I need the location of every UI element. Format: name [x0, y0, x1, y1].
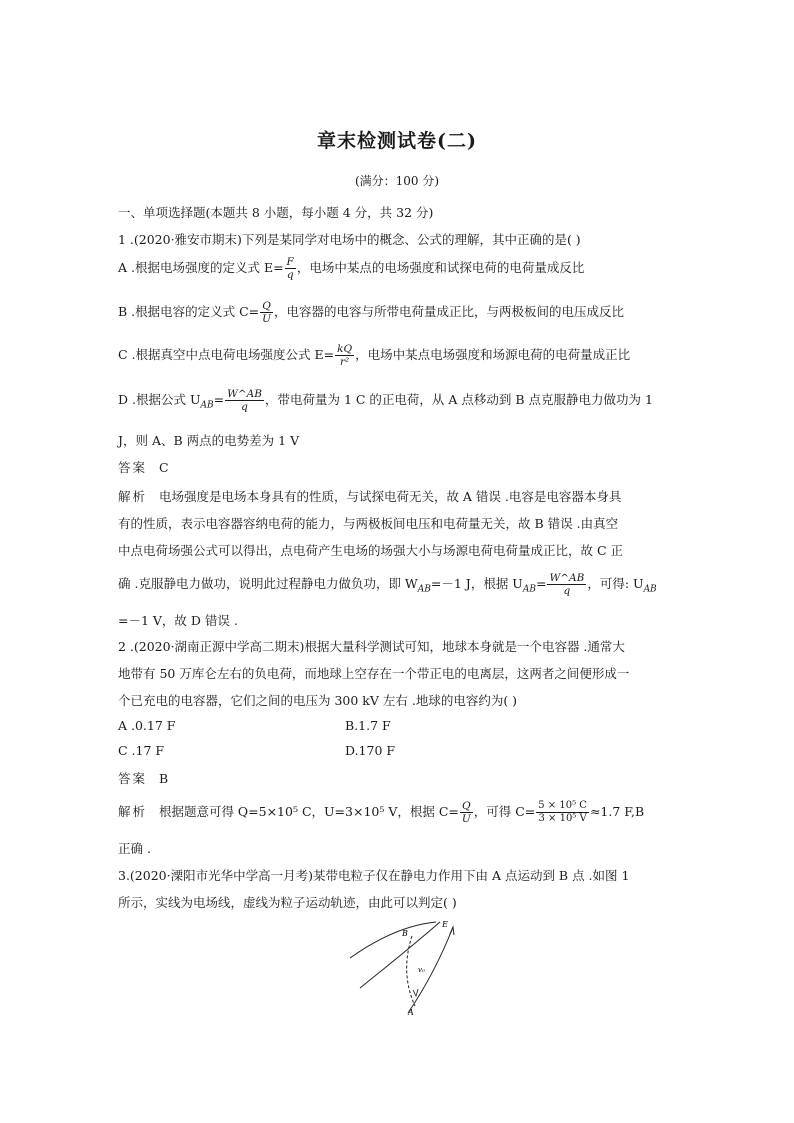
- q1-a-pre: A .根据电场强度的定义式 E=: [118, 260, 284, 275]
- q1-exp4-fraction: [547, 572, 586, 597]
- field-line-3: [408, 927, 453, 1013]
- velocity-label: v₀: [418, 966, 425, 974]
- q1-d-num: W^AB: [227, 388, 262, 400]
- q1-a-num: F: [286, 256, 294, 268]
- q1-d-eq: =: [213, 392, 225, 407]
- q1-exp4-sub2: AB: [522, 584, 536, 595]
- q1-stem: 1 .(2020·雅安市期末)下列是某同学对电场中的概念、公式的理解，其中正确的是( ): [118, 232, 581, 247]
- q1-exp-line1: [118, 487, 621, 505]
- q1-answer-value: C: [158, 460, 169, 475]
- q2-exp-pre: 根据题意可得 Q=5×10⁵ C，U=3×10⁵ V，根据 C=: [158, 804, 459, 819]
- q1-exp4-den: q: [563, 585, 571, 597]
- q2-exp-line2: 正确 .: [118, 841, 151, 856]
- point-a-label: A: [408, 1008, 414, 1017]
- score-note: (满分：100 分): [354, 174, 440, 188]
- q2-answer: [118, 769, 168, 787]
- q1-option-a: [118, 256, 584, 281]
- section-heading: 一、单项选择题(本题共 8 小题，每小题 4 分，共 32 分): [118, 205, 434, 220]
- q2-explanation: [118, 800, 644, 825]
- q1-exp4-pre: 确 .克服静电力做功，说明此过程静电力做负功，即 W: [118, 576, 418, 591]
- q2-exp-num2: 5 × 10⁵ C: [538, 800, 587, 811]
- q1-exp4-mid: =－1 J，根据 U: [430, 576, 523, 591]
- q1-c-fraction: [335, 343, 354, 368]
- q2-exp-den1: U: [461, 813, 471, 825]
- q1-exp4-num: W^AB: [549, 572, 585, 584]
- q1-exp-line3: 中点电荷场强公式可以得出，点电荷产生电场的场强大小与场源电荷电荷量成正比，故 C 正: [118, 543, 624, 558]
- q2-exp-mid: ，可得 C=: [473, 804, 536, 819]
- q1-option-d-cont: J，则 A、B 两点的电势差为 1 V: [118, 433, 300, 448]
- q1-b-den: U: [262, 313, 272, 325]
- q2-exp-fraction2: [536, 800, 589, 825]
- q1-d-pre: D .根据公式 U: [118, 392, 201, 407]
- field-line-2: [360, 922, 440, 988]
- q1-b-pre: B .根据电容的定义式 C=: [118, 304, 260, 319]
- q1-d-fraction: [225, 388, 264, 413]
- q2-answer-label: 答案: [118, 771, 148, 786]
- q2-option-a: A .0.17 F: [118, 718, 176, 733]
- q1-option-c: [118, 343, 630, 368]
- q2-option-c: C .17 F: [118, 743, 165, 758]
- q2-exp-num1: Q: [460, 800, 473, 813]
- q1-exp-label: 解析: [118, 489, 148, 504]
- q1-option-d: [118, 388, 653, 413]
- field-line-figure: [340, 918, 470, 1018]
- q1-exp4-sub1: AB: [417, 584, 431, 595]
- field-e-label: E: [442, 920, 448, 929]
- q1-d-sub: AB: [200, 400, 214, 411]
- q1-b-fraction: [260, 300, 273, 325]
- q2-stem-line1: 2 .(2020·湖南正源中学高二期末)根据大量科学测试可知，地球本身就是一个电容器 .通常大: [118, 639, 625, 654]
- q1-d-post: ，带电荷量为 1 C 的正电荷，从 A 点移动到 B 点克服静电力做功为 1: [264, 392, 653, 407]
- q1-option-b: [118, 300, 624, 325]
- q1-c-post: ，电场中某点电场强度和场源电荷的电荷量成正比: [355, 347, 631, 362]
- q3-stem-line1: 3.(2020·溧阳市光华中学高一月考)某带电粒子仅在静电力作用下由 A 点运动到 B 点 .如图 1: [118, 868, 630, 883]
- q1-exp-line2: 有的性质，表示电容器容纳电荷的能力，与两极板间电压和电荷量无关，故 B 错误 .由真空: [118, 516, 619, 531]
- q1-a-post: ，电场中某点的电场强度和试探电荷的电荷量成反比: [296, 260, 585, 275]
- q2-exp-post: ≈1.7 F,B: [589, 804, 645, 819]
- q1-c-den: r²: [339, 356, 350, 368]
- q2-exp-label: 解析: [118, 804, 148, 819]
- q1-a-fraction: [285, 256, 296, 281]
- q1-exp4-sub3: AB: [643, 584, 657, 595]
- field-line-1: [350, 922, 436, 958]
- q1-c-num: kQ: [337, 343, 353, 355]
- field-arrow: [450, 927, 454, 935]
- q1-c-pre: C .根据真空中点电荷电场强度公式 E=: [118, 347, 335, 362]
- q1-answer-label: 答案: [118, 460, 148, 475]
- q1-exp1: 电场强度是电场本身具有的性质，与试探电荷无关，故 A 错误 .电容是电容器本身具: [158, 489, 622, 504]
- q2-answer-value: B: [158, 771, 169, 786]
- q1-answer: [118, 458, 169, 476]
- q1-a-den: q: [286, 269, 294, 281]
- q1-exp4-post: ，可得: U: [587, 576, 644, 591]
- q1-exp4-eq: =: [535, 576, 547, 591]
- q2-stem-line3: 个已充电的电容器，它们之间的电压为 300 kV 左右 .地球的电容约为( ): [118, 693, 518, 708]
- q2-exp-fraction1: [460, 800, 473, 825]
- velocity-arrow: [413, 989, 418, 996]
- q1-b-num: Q: [260, 300, 273, 313]
- q2-option-b: B.1.7 F: [345, 718, 391, 733]
- q3-stem-line2: 所示，实线为电场线，虚线为粒子运动轨迹，由此可以判定( ): [118, 895, 457, 910]
- q1-exp-line5: =－1 V，故 D 错误 .: [118, 613, 238, 628]
- point-b-label: B: [402, 929, 408, 938]
- page-title: 章末检测试卷(二): [317, 130, 477, 152]
- q1-d-den: q: [241, 401, 248, 413]
- q2-stem-line2: 地带有 50 万库仑左右的负电荷，而地球上空存在一个带正电的电离层，这两者之间便形成一: [118, 666, 630, 681]
- q2-exp-den2: 3 × 10⁵ V: [538, 813, 587, 824]
- q1-exp-line4: [118, 572, 657, 597]
- q1-b-post: ，电容器的电容与所带电荷量成正比，与两极板间的电压成反比: [274, 304, 625, 319]
- q2-option-d: D.170 F: [345, 743, 396, 758]
